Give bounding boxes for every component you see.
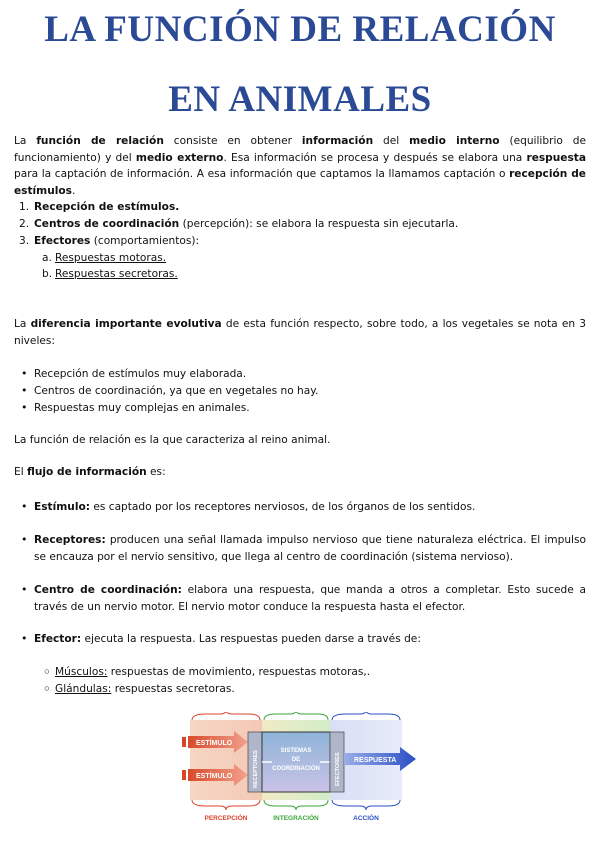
reino-paragraph: La función de relación es la que caracteriza al reino animal. [14, 434, 331, 446]
efector-glandulas: ◦ Glándulas: respuestas secretoras. [55, 681, 235, 698]
nivel-item: • Centros de coordinación, ya que en vegetales no hay. [34, 383, 318, 400]
integracion-brace-top [264, 712, 328, 720]
percepcion-label: PERCEPCIÓN [204, 815, 248, 822]
nivel-item: • Recepción de estímulos muy elaborada. [34, 366, 246, 383]
de-label: DE [291, 757, 301, 763]
percepcion-brace-top [192, 712, 260, 720]
diferencia-paragraph: La diferencia importante evolutiva de esta función respecto, sobre todo, a los vegetales se nota en 3 niveles: [14, 318, 586, 347]
flow-diagram [176, 712, 424, 824]
accion-brace-bottom [332, 800, 400, 810]
accion-label: ACCIÓN [353, 815, 379, 822]
efector-musculos: ◦ Músculos: respuestas de movimiento, respuestas motoras,. [55, 664, 370, 681]
estimulo-label-2: ESTÍMULO [196, 773, 233, 780]
respuesta-label: RESPUESTA [354, 757, 397, 764]
flow-efector: • Efector: ejecuta la respuesta. Las respuestas pueden darse a través de: [34, 631, 586, 648]
efectores-label: EFECTORES [335, 752, 341, 786]
flow-estimulo: • Estímulo: es captado por los receptores nerviosos, de los órganos de los sentidos. [34, 499, 586, 516]
percepcion-brace-bottom [192, 800, 260, 810]
sistemas-label: SISTEMAS [280, 748, 312, 754]
sub-item-a: a. Respuestas motoras. [42, 252, 167, 264]
numbered-item-2: 2. Centros de coordinación (percepción): se elabora la respuesta sin ejecutarla. [19, 218, 459, 230]
numbered-item-3: 3. Efectores (comportamientos): [19, 235, 200, 247]
integracion-label: INTEGRACIÓN [273, 815, 319, 822]
numbered-item-1: 1. Recepción de estímulos. [19, 201, 180, 213]
integracion-brace-bottom [264, 800, 328, 810]
flujo-paragraph: El flujo de información es: [14, 466, 166, 478]
flow-receptores: • Receptores: producen una señal llamada impulso nervioso que tiene naturaleza eléctrica. El impulso se encauza por el nervio sensitivo, que llega al centro de coordinación (sistema nervioso). [34, 532, 586, 565]
coordinacion-label: COORDINACIÓN [272, 766, 320, 772]
intro-paragraph: La función de relación consiste en obtener información del medio interno (equilibrio de funcionamiento) y del medio externo. Esa información se procesa y después se elabora una respuesta para la captación de información. A esa información que captamos la llamamos captación o recepción de estímulos. [14, 135, 587, 197]
title-line-2: EN ANIMALES [168, 79, 432, 120]
flow-centro: • Centro de coordinación: elabora una respuesta, que manda a otros a completar. Esto sucede a través de un nervio motor. El nervio motor conduce la respuesta hasta el efector. [34, 582, 586, 615]
sub-item-b: b. Respuestas secretoras. [42, 268, 178, 280]
receptores-label: RECEPTORES [253, 750, 259, 788]
estimulo-label-1: ESTÍMULO [196, 740, 233, 747]
title-line-1: LA FUNCIÓN DE RELACIÓN [44, 9, 556, 50]
accion-brace-top [332, 712, 400, 720]
nivel-item: • Respuestas muy complejas en animales. [34, 400, 250, 417]
